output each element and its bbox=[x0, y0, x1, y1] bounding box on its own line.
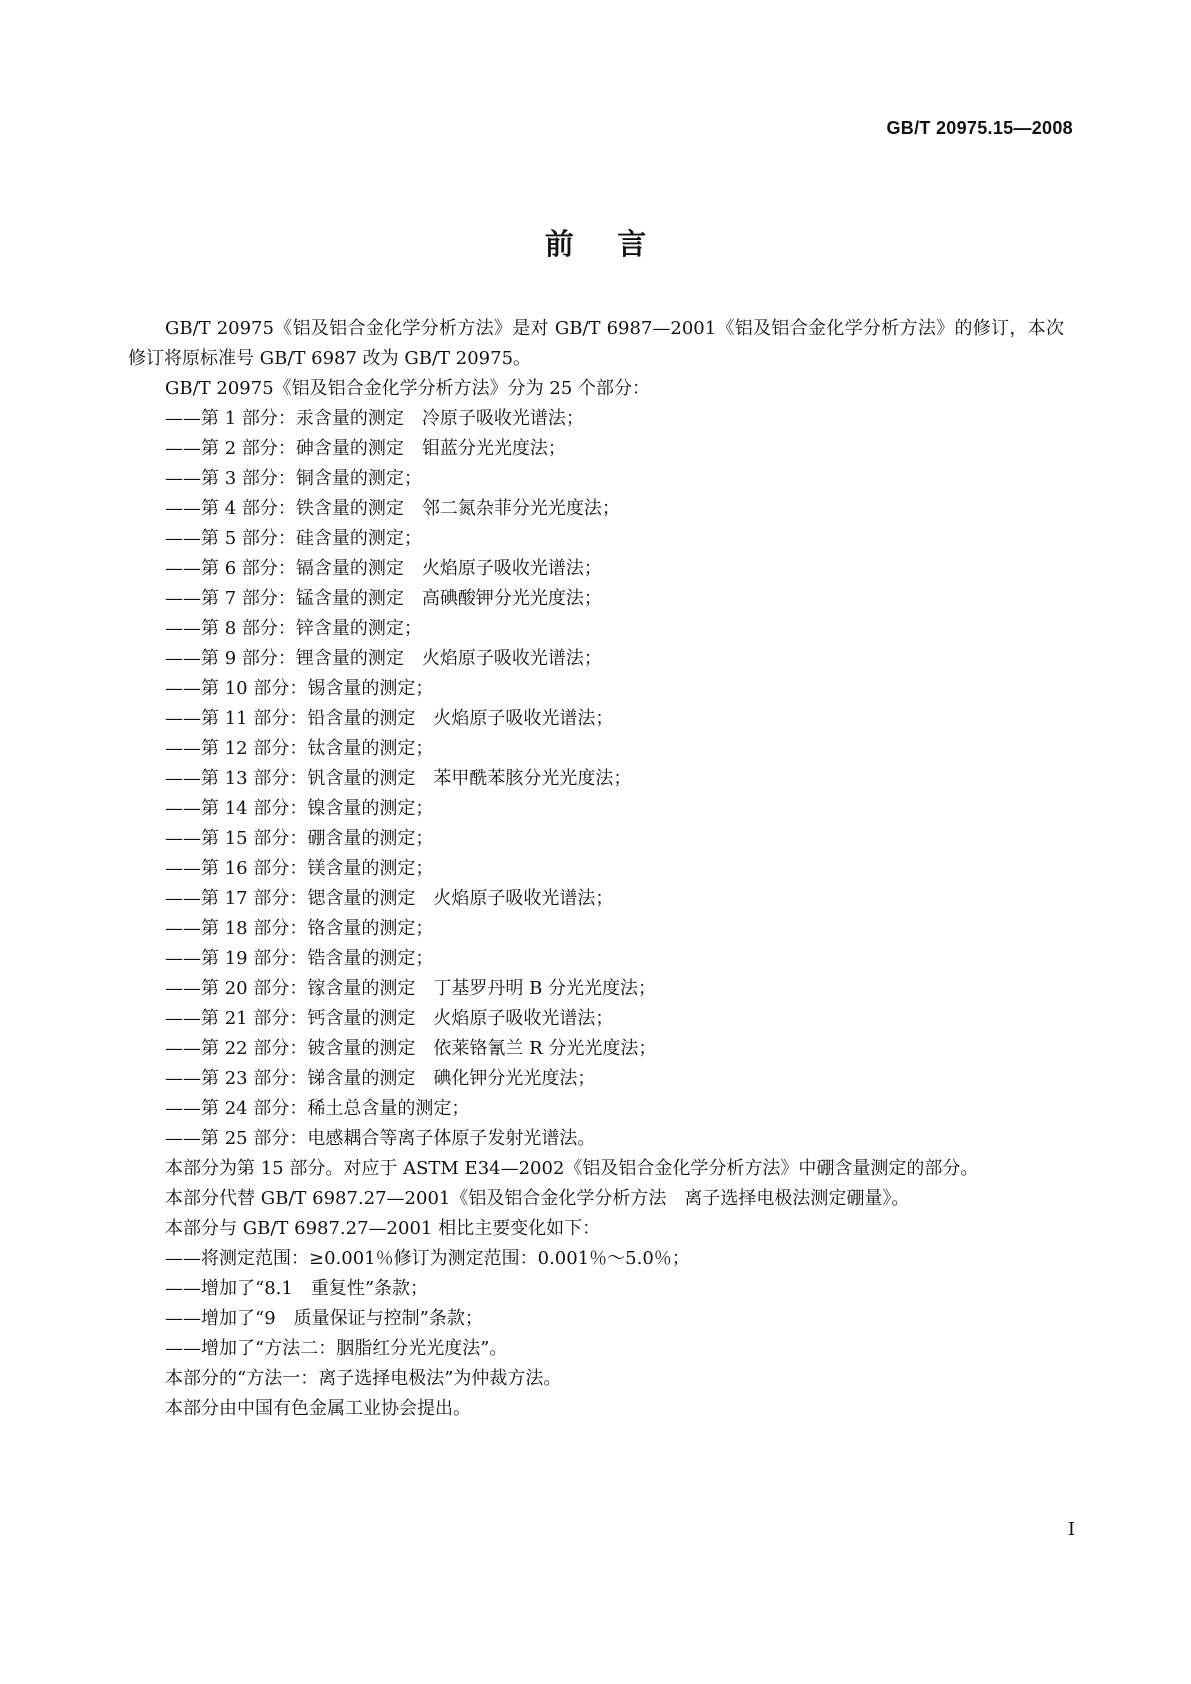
page-number: I bbox=[1067, 1519, 1075, 1540]
page-title: 前言 bbox=[544, 227, 690, 261]
part-list-item: ——第 12 部分：钛含量的测定； bbox=[165, 738, 434, 759]
part-list-item: ——第 13 部分：钒含量的测定 苯甲酰苯胲分光光度法； bbox=[165, 768, 632, 789]
part-list-item: ——第 20 部分：镓含量的测定 丁基罗丹明 B 分光光度法； bbox=[165, 978, 657, 999]
part-list-item: ——第 15 部分：硼含量的测定； bbox=[165, 828, 434, 849]
changes-intro-paragraph: 本部分与 GB/T 6987.27—2001 相比主要变化如下： bbox=[165, 1218, 601, 1239]
part-list-item: ——第 24 部分：稀土总含量的测定； bbox=[165, 1098, 470, 1119]
part-list-item: ——第 25 部分：电感耦合等离子体原子发射光谱法。 bbox=[165, 1128, 596, 1149]
part-list-item: ——第 14 部分：镍含量的测定； bbox=[165, 798, 434, 819]
part-list-item: ——第 2 部分：砷含量的测定 钼蓝分光光度法； bbox=[165, 438, 566, 459]
part-list-item: ——第 19 部分：锆含量的测定； bbox=[165, 948, 434, 969]
part-list-item: ——第 21 部分：钙含量的测定 火焰原子吸收光谱法； bbox=[165, 1008, 614, 1029]
part-list-item: ——第 17 部分：锶含量的测定 火焰原子吸收光谱法； bbox=[165, 888, 614, 909]
part-list-item: ——第 16 部分：镁含量的测定； bbox=[165, 858, 434, 879]
part-list-item: ——第 1 部分：汞含量的测定 冷原子吸收光谱法； bbox=[165, 408, 584, 429]
part-list-item: ——第 10 部分：锡含量的测定； bbox=[165, 678, 434, 699]
document-body bbox=[128, 314, 1064, 1424]
change-list-item: ——增加了“方法二：胭脂红分光光度法”。 bbox=[165, 1338, 508, 1359]
part-list-item: ——第 8 部分：锌含量的测定； bbox=[165, 618, 422, 639]
replacement-paragraph: 本部分代替 GB/T 6987.27—2001《铝及铝合金化学分析方法 离子选择电极法测定硼量》。 bbox=[165, 1188, 910, 1209]
part-list-item: ——第 9 部分：锂含量的测定 火焰原子吸收光谱法； bbox=[165, 648, 602, 669]
intro-paragraph-2: GB/T 20975《铝及铝合金化学分析方法》分为 25 个部分： bbox=[165, 378, 651, 399]
part-list-item: ——第 22 部分：铍含量的测定 依莱铬氰兰 R 分光光度法； bbox=[165, 1038, 657, 1059]
part-list-item: ——第 23 部分：锑含量的测定 碘化钾分光光度法； bbox=[165, 1068, 596, 1089]
standard-number: GB/T 20975.15—2008 bbox=[886, 118, 1073, 138]
proposed-by-paragraph: 本部分由中国有色金属工业协会提出。 bbox=[165, 1398, 471, 1419]
part-list-item: ——第 3 部分：铜含量的测定； bbox=[165, 468, 422, 489]
change-list-item: ——增加了“9 质量保证与控制”条款； bbox=[165, 1308, 483, 1329]
arbitration-paragraph: 本部分的“方法一：离子选择电极法”为仲裁方法。 bbox=[165, 1368, 562, 1389]
part-number-paragraph: 本部分为第 15 部分。对应于 ASTM E34—2002《铝及铝合金化学分析方法》中硼含量测定的部分。 bbox=[165, 1158, 979, 1179]
part-list-item: ——第 11 部分：铅含量的测定 火焰原子吸收光谱法； bbox=[165, 708, 614, 729]
change-list-item: ——将测定范围：≥0.001％修订为测定范围：0.001％～5.0％； bbox=[165, 1248, 690, 1269]
change-list-item: ——增加了“8.1 重复性”条款； bbox=[165, 1278, 429, 1299]
part-list-item: ——第 7 部分：锰含量的测定 高碘酸钾分光光度法； bbox=[165, 588, 602, 609]
part-list-item: ——第 4 部分：铁含量的测定 邻二氮杂菲分光光度法； bbox=[165, 498, 620, 519]
part-list-item: ——第 18 部分：铬含量的测定； bbox=[165, 918, 434, 939]
part-list-item: ——第 6 部分：镉含量的测定 火焰原子吸收光谱法； bbox=[165, 558, 602, 579]
intro-paragraph-1: GB/T 20975《铝及铝合金化学分析方法》是对 GB/T 6987—2001《铝及铝合金化学分析方法》的修订，本次修订将原标准号 GB/T 6987 改为 GB/T 20975。 bbox=[128, 318, 1064, 369]
part-list-item: ——第 5 部分：硅含量的测定； bbox=[165, 528, 422, 549]
